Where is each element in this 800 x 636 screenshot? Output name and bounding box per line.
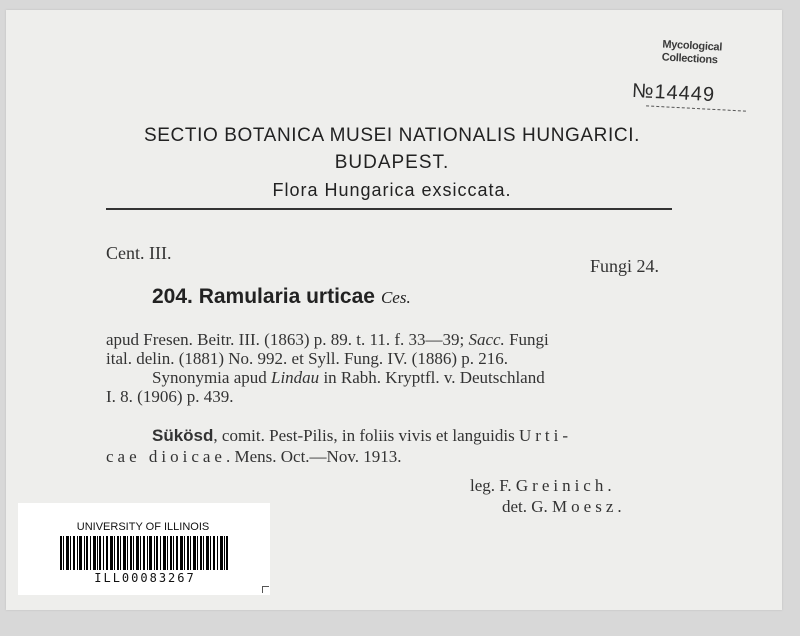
species-title: [152, 285, 411, 309]
collections-stamp: Mycological Collections: [661, 38, 723, 67]
barcode-number: ILL00083267: [94, 571, 196, 585]
institution-heading: SECTIO BOTANICA MUSEI NATIONALIS HUNGARICI.: [144, 125, 640, 146]
barcode-institution: UNIVERSITY OF ILLINOIS: [76, 521, 210, 533]
century-label: Cent. III.: [106, 243, 172, 263]
citation-line: I. 8. (1906) p. 439.: [106, 387, 234, 406]
collector-block: leg. F. Greinich. det. G. Moesz.: [470, 476, 626, 516]
series-heading: Flora Hungarica exsiccata.: [272, 180, 512, 200]
corner-mark: [262, 586, 269, 593]
barcode-image: [60, 536, 228, 570]
citation-line: apud Fresen. Beitr. III. (1863) p. 89. t. 11. f. 33—39; Sacc. Fungi: [106, 330, 549, 349]
locality-place: Sükösd: [152, 426, 214, 445]
header-divider: [106, 208, 672, 210]
determiner-name: Moesz.: [552, 497, 626, 516]
host-name: Urti-: [518, 426, 572, 445]
locality-block: Sükösd, comit. Pest-Pilis, in foliis vivis et languidis Urti- cae dioicae. Mens. Oct.—Nov. 1913.: [106, 426, 572, 466]
collector-name: Greinich.: [515, 476, 616, 495]
citation-line: Synonymia apud Lindau in Rabh. Kryptfl. v. Deutschland: [152, 368, 545, 387]
species-author: Ces.: [380, 288, 411, 307]
fungi-number: Fungi 24.: [590, 256, 660, 276]
accession-number: №14449: [631, 79, 716, 107]
citation-block: [106, 330, 672, 406]
species-name: 204. Ramularia urticae: [152, 285, 375, 308]
host-name: cae dioicae: [106, 447, 226, 466]
city-heading: BUDAPEST.: [334, 152, 450, 173]
citation-line: ital. delin. (1881) No. 992. et Syll. Fung. IV. (1886) p. 216.: [106, 349, 508, 368]
